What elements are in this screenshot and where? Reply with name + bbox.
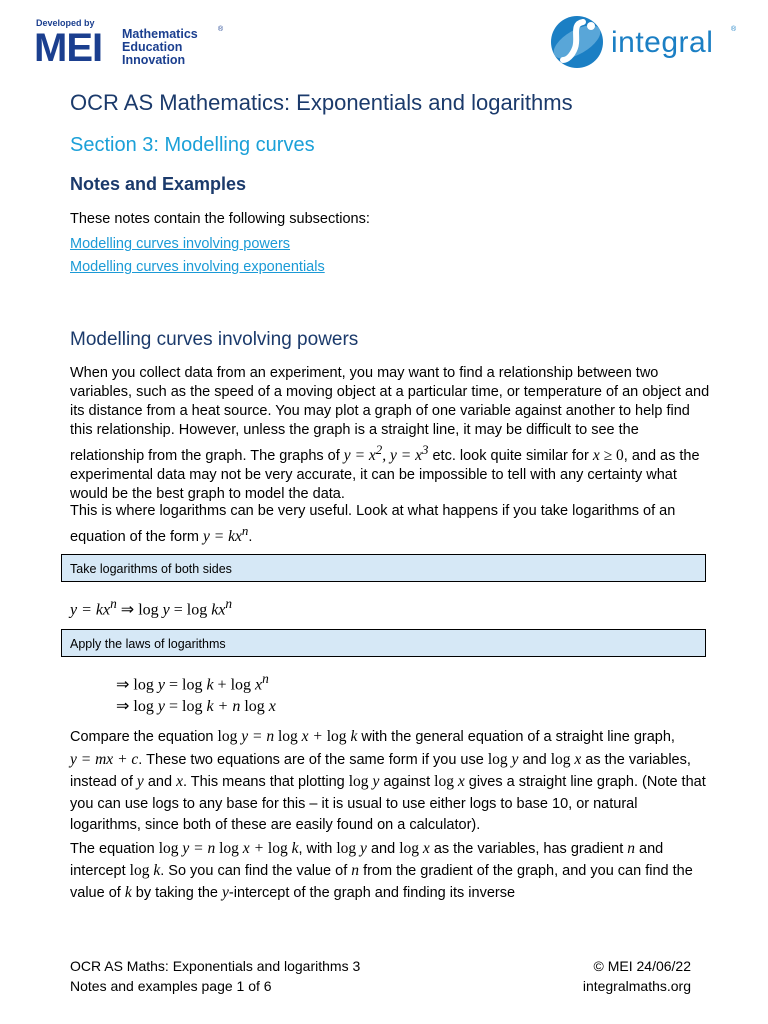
section-title: Section 3: Modelling curves [70, 134, 315, 156]
paragraph-compare: Compare the equation log y = n log x + log k with the general equation of a straight line graph, y = mx + c. These two equations are of the same form if you use log y and log x as the variables, instead of y and x. This means that plotting log y against log x gives a straight line graph. (Note that you can use logs to any base for this – it is usual to use either logs to base 10, or natural logarithms, since both of these are easily found on a calculator). [70, 728, 706, 833]
footer-right [583, 956, 691, 996]
integral-logo: integral ® [549, 14, 739, 72]
paragraph-intro: When you collect data from an experiment, you may want to find a relationship between two variables, such as the speed of a moving object at a particular time, or temperature of an object and its distance from a heat source. You may plot a graph of one variable against another to help find this relationship. However, unless the graph is a straight line, it may be difficult to see the relationship from the graph. The graphs of $y = x^2$, $y = x^3$ etc. look quite similar for x ≥ 0, and as the experimental data may not be very accurate, it can be impossible to tell with any certainty what would be the best graph to model the data. [70, 365, 710, 503]
integral-logo-icon [549, 14, 605, 70]
paragraph-logarithms: This is where logarithms can be very useful. Look at what happens if you take logarithms of an equation of the form $y = kx^n$. [70, 503, 676, 546]
document-title: OCR AS Mathematics: Exponentials and logarithms [70, 90, 573, 115]
link-modelling-exponentials[interactable]: Modelling curves involving exponentials [70, 259, 325, 275]
footer-left [70, 956, 360, 996]
footer-website: integralmaths.org [582, 978, 691, 994]
intro-text: These notes contain the following subsections: [70, 211, 370, 227]
notes-heading: Notes and Examples [70, 174, 247, 194]
equation-laws-2: ⇒ log y = log k + n log x [116, 698, 276, 715]
footer-page-number: Notes and examples page 1 of 6 [70, 978, 272, 994]
mei-logo-words: Mathematics Education Innovation [122, 27, 198, 67]
mei-logo-mark: MEI [34, 26, 103, 70]
link-modelling-powers[interactable]: Modelling curves involving powers [70, 236, 291, 252]
subsection-heading: Modelling curves involving powers [70, 329, 359, 350]
step-box-take-logs: Take logarithms of both sides [61, 554, 706, 582]
equation-take-logs: $y = kx^n$ ⇒ $\log y = \log kx^n$ [70, 596, 233, 619]
paragraph-gradient: The equation log y = n log x + log k, with log y and log x as the variables, has gradient n and intercept log k. So you can find the value of n from the gradient of the graph, and you can find the value of k by taking the y-intercept of the graph and finding its inverse [70, 840, 693, 901]
mei-developed-by: Developed by [36, 18, 95, 28]
footer-copyright: © MEI 24/06/22 [593, 958, 691, 974]
mei-logo: Developed by MEI Mathematics Education Innovation ® [34, 18, 224, 70]
footer-course: OCR AS Maths: Exponentials and logarithms 3 [70, 958, 361, 974]
integral-wordmark: integral [611, 26, 714, 59]
equation-laws-1: ⇒ $\log y = \log k + \log x^n$ [116, 671, 269, 694]
step-box-apply-laws: Apply the laws of logarithms [61, 629, 706, 657]
